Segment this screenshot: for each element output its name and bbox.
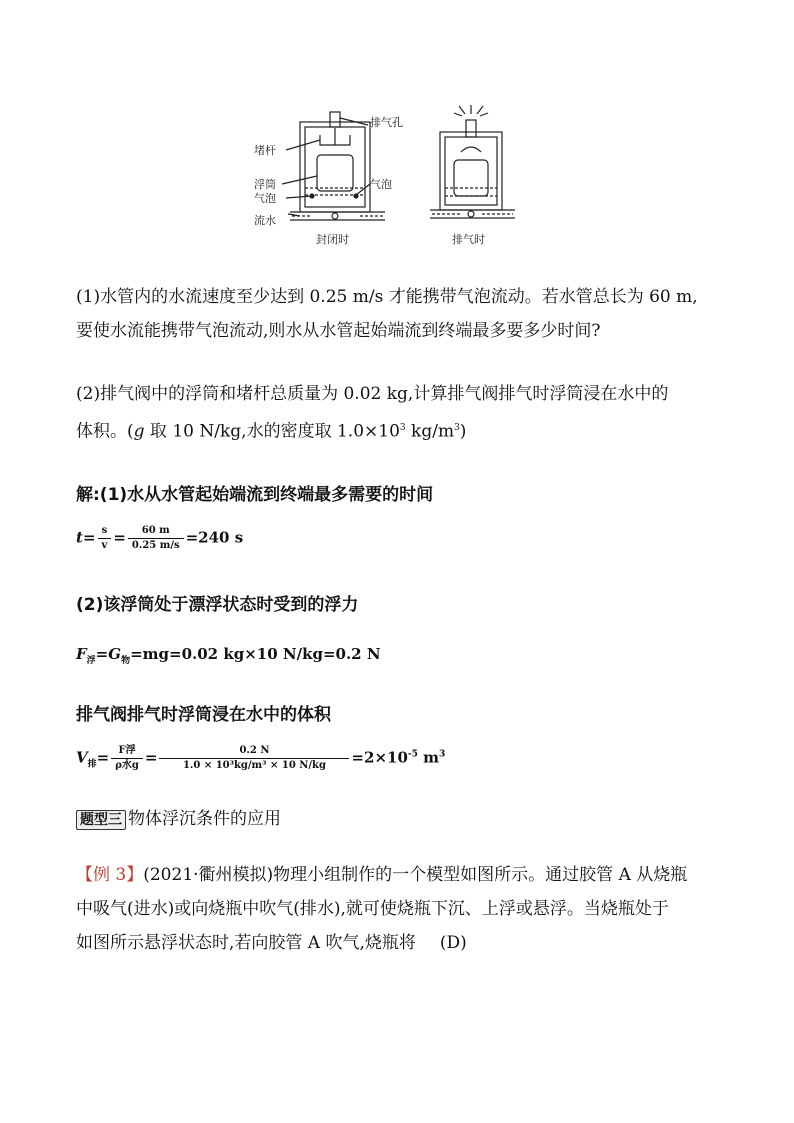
- vent-pipe-left: [330, 112, 340, 127]
- example-3-line-1: 【例 3】(2021·衢州模拟)物理小组制作的一个模型如图所示。通过胶管 A 从烧瓶: [76, 865, 688, 885]
- caption-venting: 排气时: [452, 233, 485, 246]
- vent-pipe-right: [466, 120, 476, 137]
- question-2-line-1: (2)排气阀中的浮筒和堵杆总质量为 0.02 kg,计算排气阀排气时浮筒浸在水中的: [76, 384, 669, 404]
- section-title: 物体浮沉条件的应用: [128, 809, 281, 829]
- question-1-line-2: 要使水流能携带气泡流动,则水从水管起始端流到终端最多要多少时间?: [76, 321, 601, 341]
- label-float: 浮筒: [254, 178, 276, 191]
- example-tag: 【例 3】: [76, 865, 144, 885]
- valve-housing-right: [440, 132, 502, 210]
- caption-closed: 封闭时: [316, 233, 349, 246]
- solution-title-2: (2)该浮筒处于漂浮状态时受到的浮力: [76, 595, 359, 615]
- question-1: [76, 280, 726, 348]
- float-left: [317, 155, 353, 191]
- label-plug: 堵杆: [254, 144, 276, 157]
- example-3: [76, 858, 726, 960]
- formula-time: t= $\frac{s}{v}$ = $\frac{60 m}{0.25 m/s}$ =240 s: [76, 525, 244, 551]
- float-valve-diagram: [250, 100, 550, 250]
- example-3-line-2: 中吸气(进水)或向烧瓶中吹气(排水),就可使烧瓶下沉、上浮或悬浮。当烧瓶处于: [76, 899, 669, 919]
- float-right: [454, 160, 488, 196]
- example-3-line-3: 如图所示悬浮状态时,若向胶管 A 吹气,烧瓶将 (D): [76, 933, 467, 953]
- label-flow: 流水: [254, 214, 276, 227]
- question-2: [76, 377, 726, 449]
- solution-title-3: 排气阀排气时浮筒浸在水中的体积: [76, 705, 331, 725]
- section-badge: 题型三: [76, 810, 126, 830]
- question-2-line-2: 体积。(g 取 10 N/kg,水的密度取 $1.0\times 10^3$ $kg/m^3$): [76, 421, 467, 442]
- section-header: [76, 804, 281, 830]
- formula-buoyancy: $F_浮=G_物=mg=0.02$ kg×10 N/kg=0.2 N: [76, 645, 381, 666]
- label-bubble-left: 气泡: [254, 192, 276, 205]
- formula-volume: $V_排=$ $\frac{\text{F浮}}{\text{ρ水g}}$ = $\frac{0.2 N}{\text{1.0 × 10³kg/m³ × 10 N/kg}}$ $=2\times 10^{-5}$ $m^3$: [76, 745, 446, 771]
- label-bubble-right: 气泡: [370, 178, 392, 191]
- question-1-line-1: (1)水管内的水流速度至少达到 0.25 m/s 才能携带气泡流动。若水管总长为 60 m,: [76, 287, 698, 307]
- example-answer: (D): [439, 933, 467, 953]
- label-vent: 排气孔: [370, 116, 403, 129]
- solution-title-1: 解:(1)水从水管起始端流到终端最多需要的时间: [76, 485, 434, 505]
